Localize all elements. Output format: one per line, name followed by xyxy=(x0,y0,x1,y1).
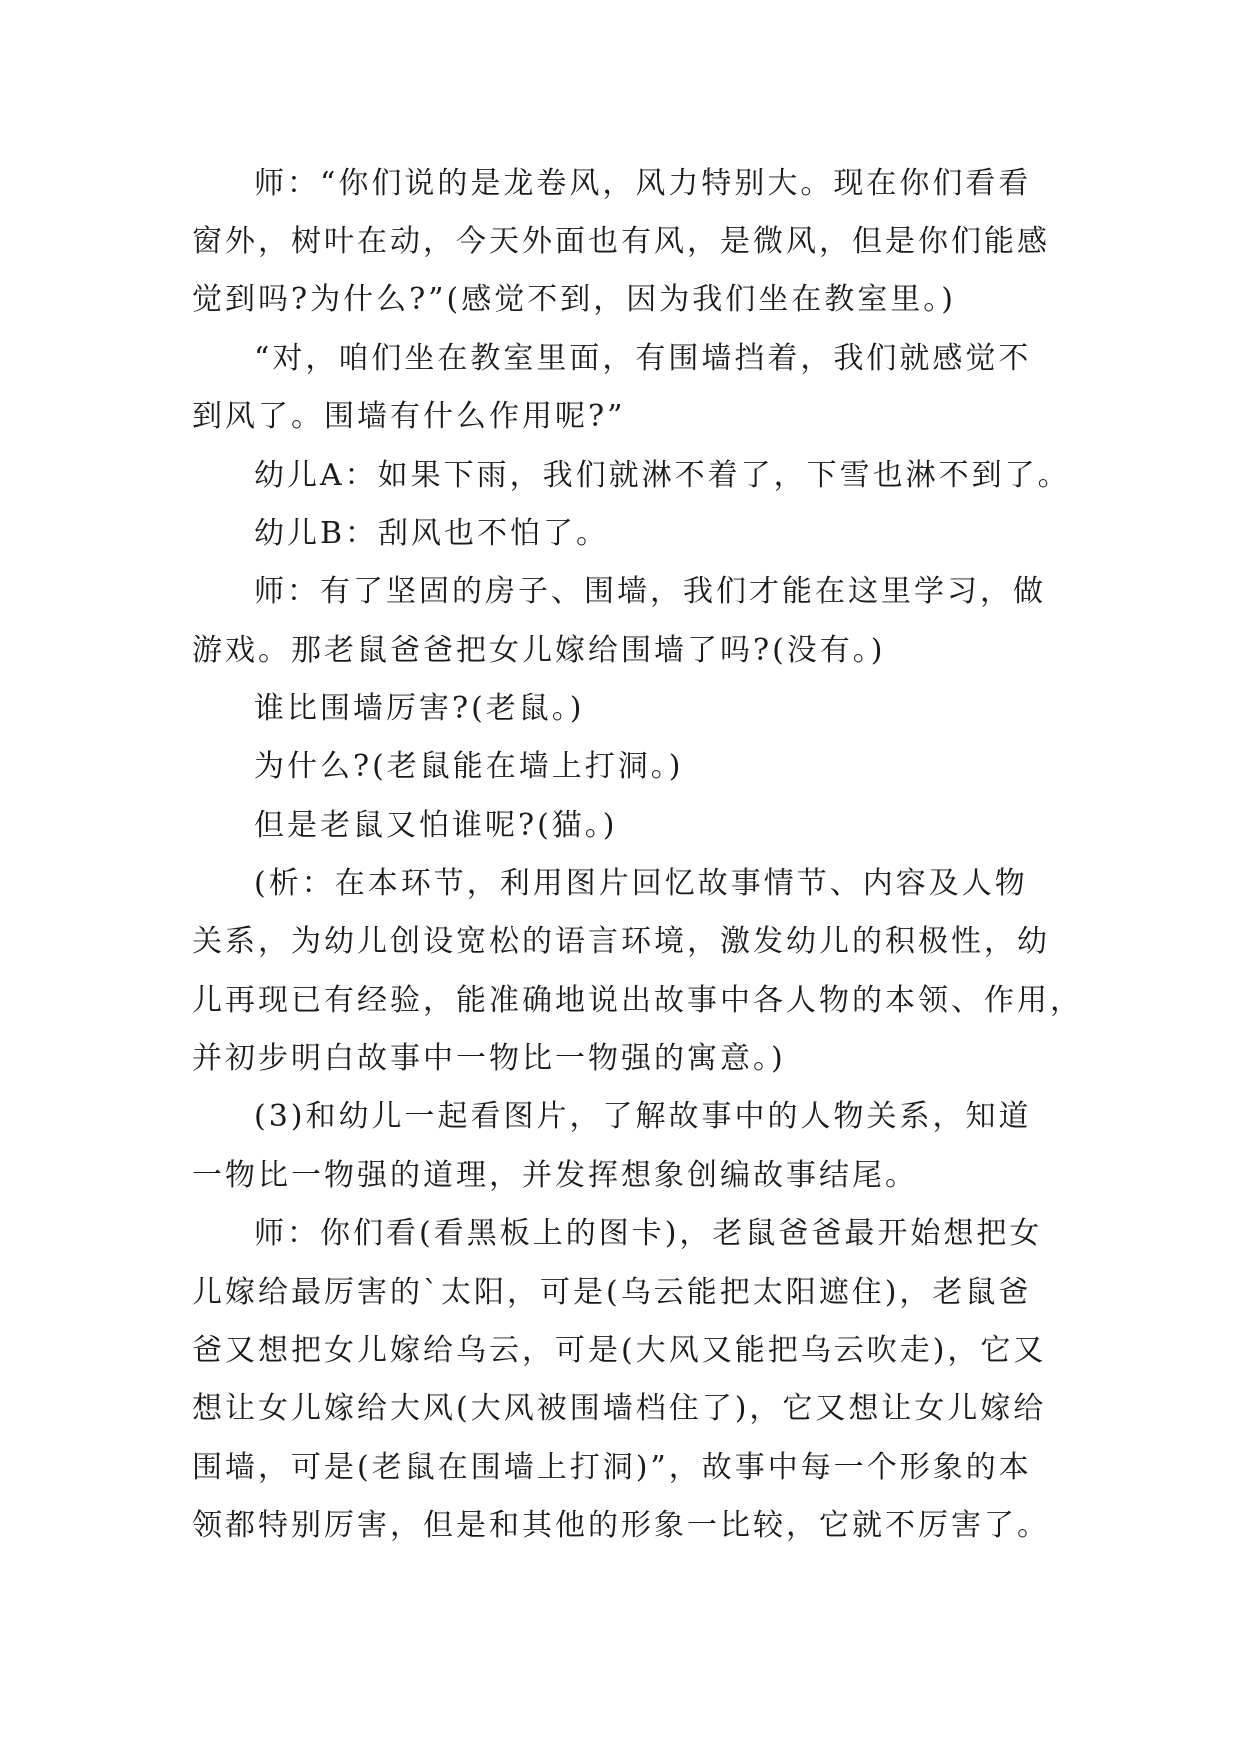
text-line: 儿嫁给最厉害的`太阳，可是(乌云能把太阳遮住)，老鼠爸 xyxy=(192,1275,1032,1310)
text-line: 一物比一物强的道理，并发挥想象创编故事结尾。 xyxy=(192,1158,918,1193)
text-line: 幼儿A：如果下雨，我们就淋不着了，下雪也淋不到了。 xyxy=(254,458,1071,493)
text-line: 并初步明白故事中一物比一物强的寓意。) xyxy=(192,1041,786,1076)
text-line: 但是老鼠又怕谁呢?(猫。) xyxy=(254,808,618,843)
text-line: 谁比围墙厉害?(老鼠。) xyxy=(254,691,585,726)
text-line: 想让女儿嫁给大风(大风被围墙档住了)，它又想让女儿嫁给 xyxy=(192,1391,1047,1426)
text-line: 为什么?(老鼠能在墙上打洞。) xyxy=(254,749,684,784)
text-line: 师：你们看(看黑板上的图卡)，老鼠爸爸最开始想把女 xyxy=(254,1216,1043,1251)
text-line: 围墙，可是(老鼠在围墙上打洞)”，故事中每一个形象的本 xyxy=(192,1450,1032,1485)
text-line: (析：在本环节，利用图片回忆故事情节、内容及人物 xyxy=(254,866,1028,901)
text-line: 师：“你们说的是龙卷风，风力特别大。现在你们看看 xyxy=(254,166,1032,201)
text-line: “对，咱们坐在教室里面，有围墙挡着，我们就感觉不 xyxy=(254,341,1032,376)
text-line: 儿再现已有经验，能准确地说出故事中各人物的本领、作用， xyxy=(192,983,1083,1018)
text-line: 爸又想把女儿嫁给乌云，可是(大风又能把乌云吹走)，它又 xyxy=(192,1333,1047,1368)
text-line: 领都特别厉害，但是和其他的形象一比较，它就不厉害了。 xyxy=(192,1508,1050,1543)
text-line: 游戏。那老鼠爸爸把女儿嫁给围墙了吗?(没有。) xyxy=(192,633,886,668)
text-line: 师：有了坚固的房子、围墙，我们才能在这里学习，做 xyxy=(254,574,1046,609)
text-line: 觉到吗?为什么?”(感觉不到，因为我们坐在教室里。) xyxy=(192,282,956,317)
text-line: 幼儿B：刮风也不怕了。 xyxy=(254,516,610,551)
text-line: 关系，为幼儿创设宽松的语言环境，激发幼儿的积极性，幼 xyxy=(192,924,1050,959)
text-line: 到风了。围墙有什么作用呢?” xyxy=(192,399,626,434)
text-line: 窗外，树叶在动，今天外面也有风，是微风，但是你们能感 xyxy=(192,224,1050,259)
text-line: (3)和幼儿一起看图片，了解故事中的人物关系，知道 xyxy=(254,1099,1032,1134)
